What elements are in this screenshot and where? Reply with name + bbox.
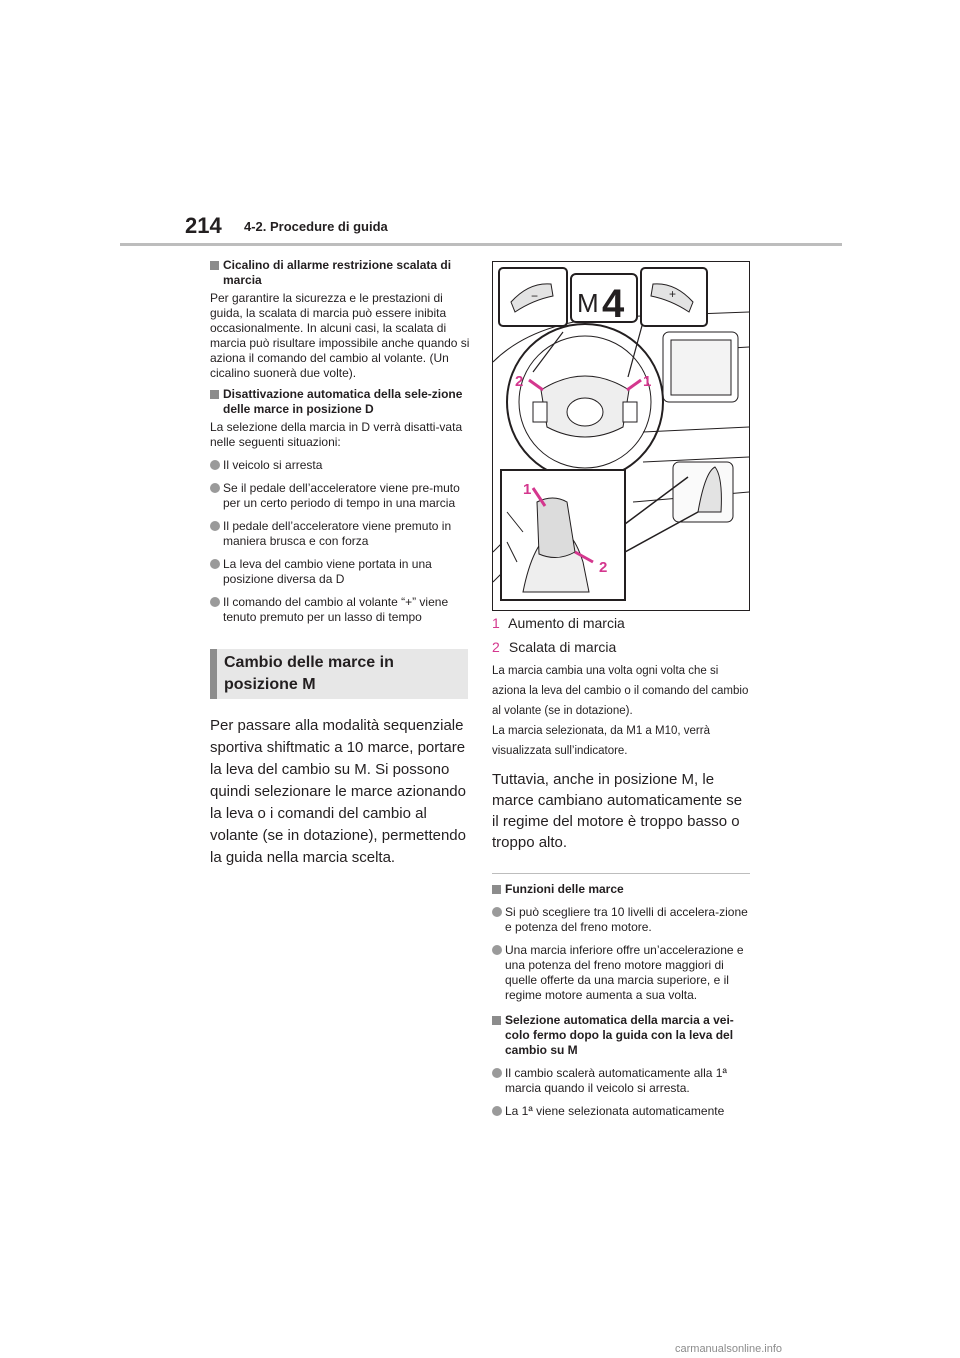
arrow-icon	[627, 380, 641, 390]
paragraph-auto-change: Tuttavia, anche in posizione M, le marce cambiano automaticamente se il regime del motore è troppo basso o troppo alto.	[492, 771, 743, 851]
footer-site-watermark: carmanualsonline.info	[675, 1343, 783, 1355]
list-item: Il comando del cambio al volante “+” viene tenuto premuto per un lasso di tempo	[210, 595, 470, 625]
list-item: Il veicolo si arresta	[210, 458, 470, 473]
paragraph-m-mode: Per passare alla modalità sequenziale sportiva shiftmatic a 10 marce, portare la leva del cambio su M. Si possono quindi selezionare le marce azionando la leva o i comandi del cambio al volante (se in dotazione), permettendo la guida nella marcia scelta.	[210, 717, 466, 866]
legend-number: 1	[492, 615, 500, 631]
left-column	[210, 254, 470, 869]
plus-label: +	[669, 287, 677, 301]
list-item: La 1ª viene selezionata automaticamente	[492, 1104, 750, 1119]
list-item: Si può scegliere tra 10 livelli di accelera-zione e potenza del freno motore.	[492, 905, 750, 935]
list-item: Il cambio scalerà automaticamente alla 1ª marcia quando il veicolo si arresta.	[492, 1066, 750, 1096]
callout-downshift-paddle: 2	[515, 373, 524, 390]
section-box-title: Cambio delle marce in posizione M	[224, 654, 394, 693]
legend-item-upshift	[492, 613, 750, 633]
paragraph-gear-change: La marcia cambia una volta ogni volta che si aziona la leva del cambio o il comando del cambio al volante (se in dotazione).	[492, 665, 749, 717]
steering-wheel-icon	[507, 324, 663, 480]
legend-number: 2	[492, 639, 500, 655]
heading-downshift-buzzer: Cicalino di allarme restrizione scalata di marcia	[210, 258, 470, 288]
heading-auto-deactivation: Disattivazione automatica della sele-zione delle marce in posizione D	[210, 387, 470, 417]
header-divider	[120, 243, 842, 246]
legend-label: Aumento di marcia	[508, 615, 625, 631]
heading-gear-functions: Funzioni delle marce	[492, 882, 750, 897]
heading-auto-selection: Selezione automatica della marcia a vei-colo fermo dopo la guida con la leva del cambio su M	[492, 1013, 750, 1058]
right-column	[492, 612, 750, 1119]
list-item: Il pedale dell’acceleratore viene premuto in maniera brusca e con forza	[210, 519, 470, 549]
illustration-gear-shift	[492, 261, 750, 611]
callout-upshift-paddle: 1	[643, 373, 652, 390]
list-item: La leva del cambio viene portata in una posizione diversa da D	[210, 557, 470, 587]
callout-upshift-lever: 1	[523, 481, 532, 498]
illustration-svg	[493, 262, 749, 610]
page-number: 214	[185, 213, 222, 238]
paragraph-auto-deactivation: La selezione della marcia in D verrà disatti-vata nelle seguenti situazioni:	[210, 420, 463, 449]
legend-item-downshift	[492, 637, 750, 657]
section-box-bar	[210, 649, 217, 699]
legend-label: Scalata di marcia	[508, 639, 617, 655]
arrow-icon	[529, 380, 543, 390]
paragraph-gear-display: La marcia selezionata, da M1 a M10, verrà visualizzata sull’indicatore.	[492, 725, 710, 757]
section-box-m-position	[210, 649, 468, 699]
page-header	[0, 0, 960, 250]
display-letter: M	[577, 288, 599, 318]
list-item: Una marcia inferiore offre un’accelerazione e una potenza del freno motore maggiori di quelle offerte da una marcia superiore, e il regime motore aumenta a sua volta.	[492, 943, 750, 1003]
section-title: 4-2. Procedure di guida	[244, 219, 388, 234]
list-item: Se il pedale dell’acceleratore viene pre-muto per un certo periodo di tempo in una marcia	[210, 481, 470, 511]
divider	[492, 873, 750, 874]
callout-downshift-lever: 2	[599, 559, 608, 576]
minus-label: −	[531, 289, 539, 303]
display-number: 4	[602, 282, 625, 326]
paragraph-downshift-buzzer: Per garantire la sicurezza e le prestazioni di guida, la scalata di marcia può essere inibita occasionalmente. In alcuni casi, la scalata di marcia può risultare impossibile anche quando si aziona il comando del cambio al volante. (Un cicalino suonerà due volte).	[210, 291, 470, 380]
